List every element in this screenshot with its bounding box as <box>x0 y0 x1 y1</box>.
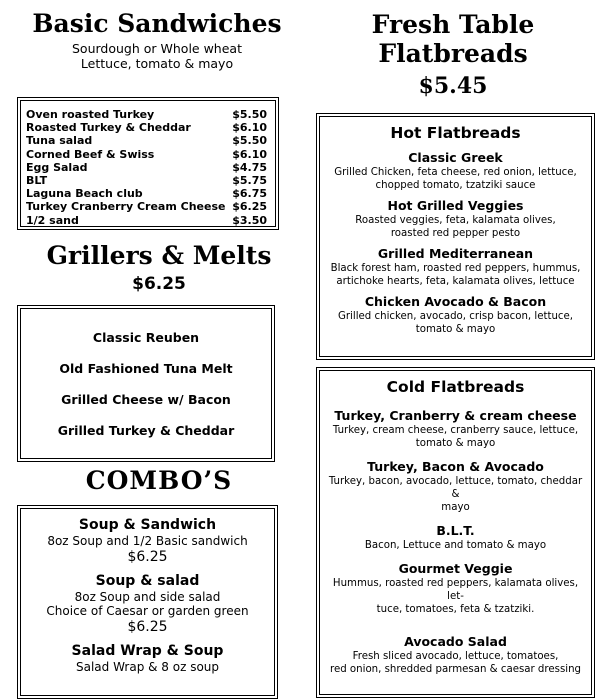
basic-sandwiches-header <box>12 0 302 71</box>
list-item: Roasted Turkey & Cheddar $6.10 <box>26 121 267 135</box>
list-item: Laguna Beach club $6.75 <box>26 187 267 201</box>
list-item: Soup & salad 8oz Soup and side salad Choice of Caesar or garden green $6.25 <box>46 573 249 635</box>
grillers-header <box>14 242 304 296</box>
list-item: Oven roasted Turkey $5.50 <box>26 108 267 121</box>
list-item: B.L.T. Bacon, Lettuce and tomato & mayo <box>364 523 547 551</box>
list-item: Turkey, Bacon & Avocado Turkey, bacon, avocado, lettuce, tomato, cheddar & mayo <box>328 459 583 513</box>
grillers-list <box>17 305 275 462</box>
cold-flatbreads-box <box>316 367 595 698</box>
list-item: Soup & Sandwich 8oz Soup and 1/2 Basic sandwich $6.25 <box>47 517 248 565</box>
combos-list <box>17 505 278 699</box>
list-item: Grilled Mediterranean Black forest ham, roasted red peppers, hummus, artichoke hearts, feta, kalamata olives, lettuce <box>330 246 581 287</box>
combos-title: COMBO’S <box>85 466 233 495</box>
grillers-title: Grillers & Melts <box>46 241 272 270</box>
combos-header <box>14 467 304 495</box>
list-item: Corned Beef & Swiss $6.10 <box>26 147 267 161</box>
grillers-price: $6.25 <box>132 274 186 294</box>
flatbreads-title-line2: Flatbreads <box>378 39 528 68</box>
list-item: Old Fashioned Tuna Melt <box>59 361 233 376</box>
basic-sandwiches-title: Basic Sandwiches <box>32 9 282 38</box>
list-item: 1/2 sand $3.50 <box>26 213 267 227</box>
flatbreads-header <box>318 10 588 100</box>
bread-options: Sourdough or Whole wheat <box>72 41 242 56</box>
list-item: Hot Grilled Veggies Roasted veggies, feta, kalamata olives, roasted red pepper pesto <box>355 198 556 239</box>
flatbreads-price: $5.45 <box>418 73 488 99</box>
list-item: Gourmet Veggie Hummus, roasted red peppers, kalamata olives, let- tuce, tomatoes, feta & tzatziki. <box>332 561 579 615</box>
hot-flatbreads-title: Hot Flatbreads <box>390 124 521 142</box>
list-item: Turkey Cranberry Cream Cheese $6.25 <box>26 200 267 214</box>
list-item: Classic Reuben <box>92 330 200 345</box>
list-item: Egg Salad $4.75 <box>26 160 267 174</box>
flatbreads-title-line1: Fresh Table <box>371 10 535 39</box>
list-item: Chicken Avocado & Bacon Grilled chicken, avocado, crisp bacon, lettuce, tomato & mayo <box>337 294 574 335</box>
list-item: Salad Wrap & Soup Salad Wrap & 8 oz soup <box>71 643 224 674</box>
list-item: Avocado Salad Fresh sliced avocado, lettuce, tomatoes, red onion, shredded parmesan & caesar dressing <box>329 634 582 675</box>
basic-sandwich-price-list <box>17 97 279 230</box>
list-item: BLT $5.75 <box>26 174 267 188</box>
list-item: Classic Greek Grilled Chicken, feta cheese, red onion, lettuce, chopped tomato, tzatziki sauce <box>334 150 577 191</box>
toppings-note: Lettuce, tomato & mayo <box>80 56 234 71</box>
list-item: Tuna salad $5.50 <box>26 134 267 148</box>
list-item: Grilled Cheese w/ Bacon <box>61 392 231 407</box>
cold-flatbreads-title: Cold Flatbreads <box>386 378 525 396</box>
hot-flatbreads-box <box>316 113 595 360</box>
list-item: Grilled Turkey & Cheddar <box>57 423 235 438</box>
list-item: Turkey, Cranberry & cream cheese Turkey, cream cheese, cranberry sauce, lettuce, tomato & mayo <box>332 408 579 449</box>
